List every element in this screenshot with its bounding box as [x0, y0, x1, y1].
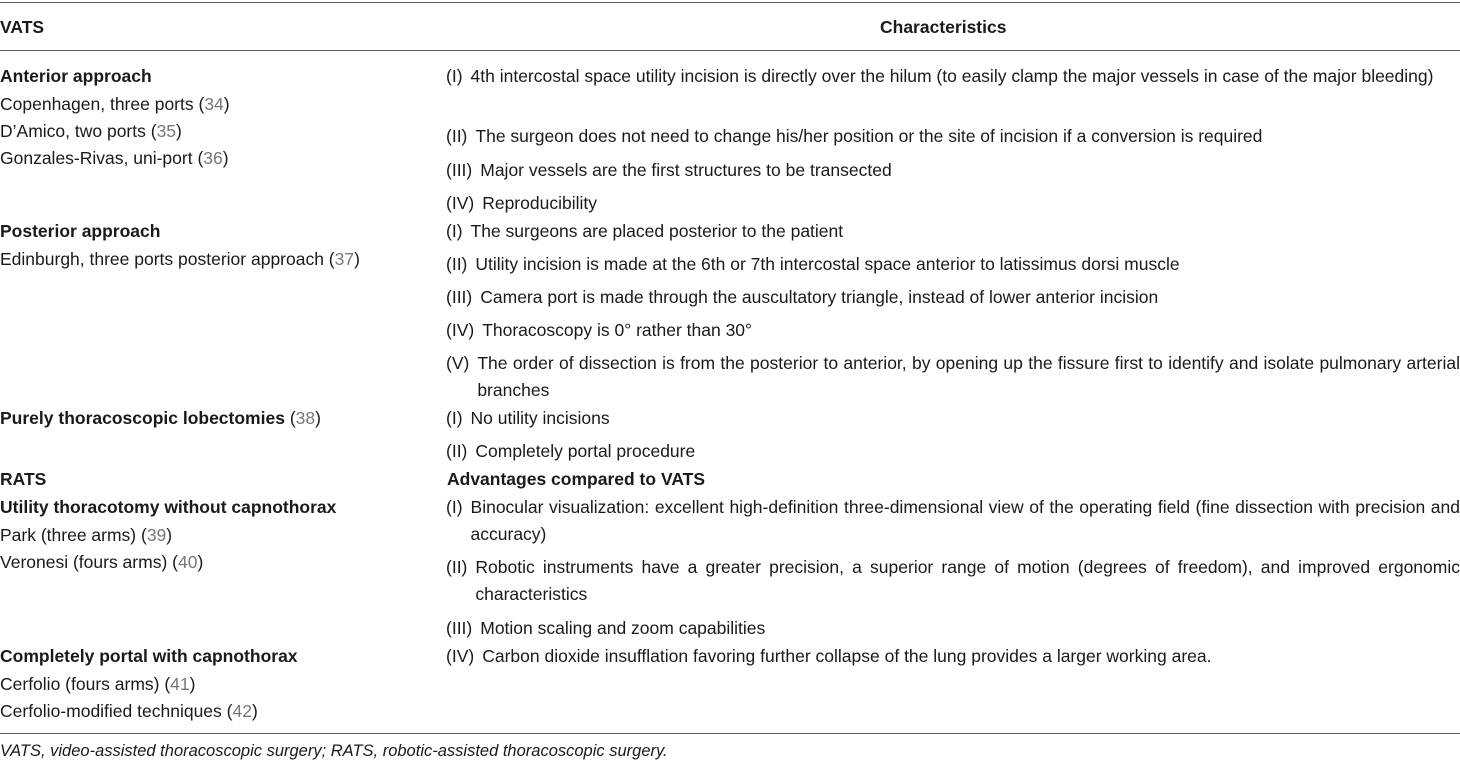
technique-row: D’Amico, two ports (35) [0, 121, 182, 141]
col-header-characteristics: Characteristics [880, 17, 1007, 37]
characteristic-item: (II) Completely portal procedure [446, 441, 696, 461]
rats-advantages-subheader: Advantages compared to VATS [447, 469, 706, 489]
characteristic-item: (II) Robotic instruments have a greater precision, a superior range of motion (degrees of freedom), and improved ergonomic characteristics [446, 557, 1460, 604]
completely-portal-block [0, 643, 430, 725]
reference-link[interactable]: 42 [232, 701, 252, 721]
technique-row: Cerfolio (fours arms) (41) [0, 674, 196, 694]
characteristic-item: (V) The order of dissection is from the posterior to anterior, by opening up the fissure first to identify and isolate pulmonary arterial branches [446, 353, 1460, 400]
characteristic-item: (I) 4th intercostal space utility incision is directly over the hilum (to easily clamp the major vessels in case of the major bleeding) [446, 66, 1434, 86]
bottom-rule [0, 733, 1460, 734]
technique-row: Edinburgh, three ports posterior approach (37) [0, 249, 360, 269]
anterior-approach-block [0, 63, 430, 172]
technique-row: Copenhagen, three ports (34) [0, 94, 230, 114]
posterior-approach-block [0, 218, 430, 273]
top-rule [0, 2, 1460, 3]
characteristic-item: (IV) Thoracoscopy is 0° rather than 30° [446, 320, 753, 340]
rats-block [0, 466, 430, 576]
technique-row: Gonzales-Rivas, uni-port (36) [0, 148, 229, 168]
reference-link[interactable]: 35 [156, 121, 177, 141]
characteristic-item: (II) The surgeon does not need to change his/her position or the site of incision if a conversion is required [446, 126, 1263, 146]
characteristic-item: (IV) Carbon dioxide insufflation favoring further collapse of the lung provides a larger working area. [446, 646, 1212, 666]
rats-title: RATS [0, 469, 47, 489]
completely-portal-title: Completely portal with capnothorax [0, 646, 298, 666]
reference-link[interactable]: 40 [177, 552, 198, 572]
purely-thoracoscopic-title: Purely thoracoscopic lobectomies [0, 408, 285, 428]
characteristic-item: (I) No utility incisions [446, 408, 610, 428]
technique-row: Veronesi (fours arms) (40) [0, 552, 204, 572]
reference-link[interactable]: 39 [146, 525, 167, 545]
reference-link[interactable]: 38 [295, 408, 316, 428]
characteristic-item: (II) Utility incision is made at the 6th or 7th intercostal space anterior to latissimus dorsi muscle [446, 254, 1180, 274]
purely-thoracoscopic-block: Purely thoracoscopic lobectomies (38) [0, 408, 321, 428]
reference-link[interactable]: 34 [204, 94, 224, 114]
col-header-vats: VATS [0, 17, 45, 37]
characteristic-item: (III) Camera port is made through the auscultatory triangle, instead of lower anterior incision [446, 287, 1159, 307]
characteristic-item: (I) Binocular visualization: excellent high-definition three-dimensional view of the operating field (fine dissection with precision and accuracy) [446, 497, 1460, 544]
header-rule [0, 50, 1460, 51]
technique-row: Park (three arms) (39) [0, 525, 173, 545]
characteristic-item: (III) Major vessels are the first structures to be transected [446, 160, 892, 180]
reference-link[interactable]: 41 [170, 674, 190, 694]
posterior-approach-title: Posterior approach [0, 221, 161, 241]
reference-link[interactable]: 36 [203, 148, 223, 168]
table-footnote: VATS, video-assisted thoracoscopic surgery; RATS, robotic-assisted thoracoscopic surgery. [0, 742, 668, 760]
characteristic-item: (I) The surgeons are placed posterior to the patient [446, 221, 844, 241]
technique-row: Cerfolio-modified techniques (42) [0, 701, 258, 721]
characteristic-item: (III) Motion scaling and zoom capabilities [446, 618, 766, 638]
anterior-approach-title: Anterior approach [0, 66, 152, 86]
reference-link[interactable]: 37 [334, 249, 355, 269]
utility-thoracotomy-title: Utility thoracotomy without capnothorax [0, 497, 337, 517]
characteristic-item: (IV) Reproducibility [446, 193, 597, 213]
